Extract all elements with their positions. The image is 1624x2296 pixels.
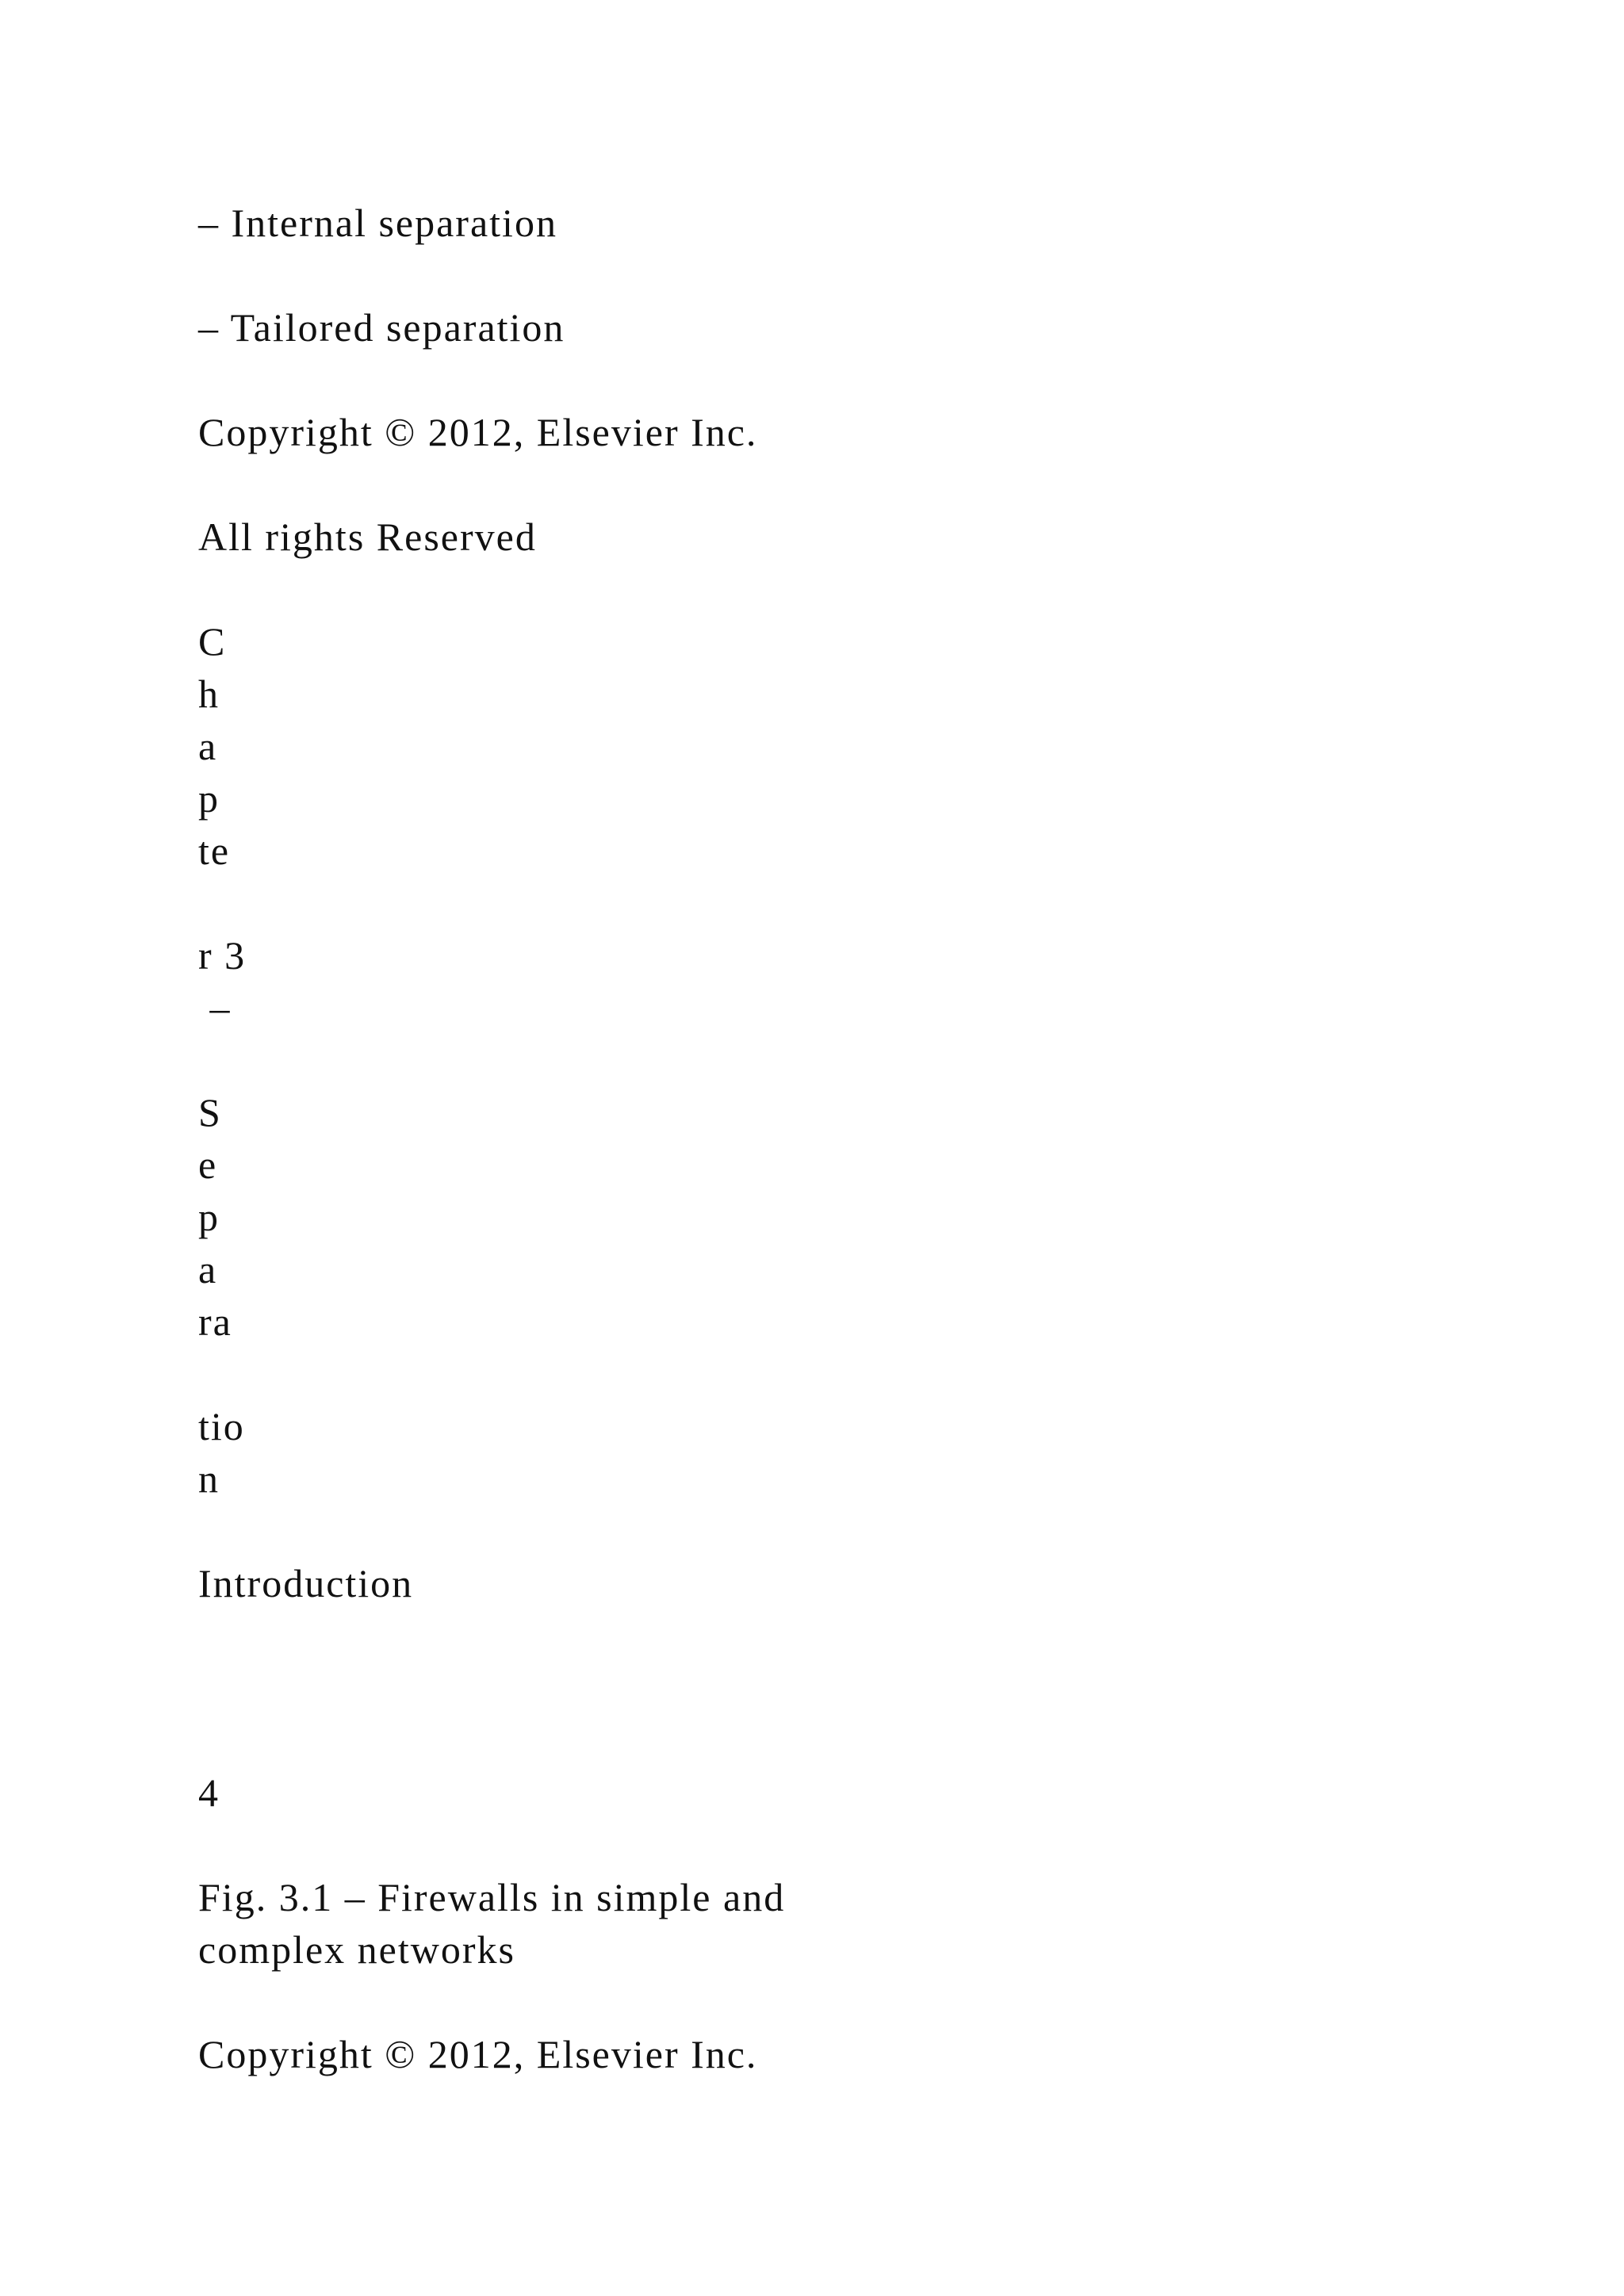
page-number: 4 [198, 1770, 220, 1815]
vertical-title-fragment: a [198, 724, 218, 768]
vertical-title-fragment: n [198, 1456, 220, 1501]
vertical-title-fragment: e [198, 1142, 218, 1187]
figure-caption: Fig. 3.1 – Firewalls in simple and [198, 1875, 786, 1919]
vertical-title-fragment: te [198, 828, 231, 873]
rights-reserved: All rights Reserved [198, 515, 537, 559]
figure-caption: complex networks [198, 1927, 515, 1972]
vertical-title-fragment: tio [198, 1404, 245, 1448]
vertical-title-fragment: – [198, 985, 232, 1030]
copyright-notice: Copyright © 2012, Elsevier Inc. [198, 410, 758, 454]
vertical-title-fragment: p [198, 776, 220, 821]
vertical-title-fragment: S [198, 1090, 222, 1135]
vertical-title-fragment: p [198, 1195, 220, 1239]
vertical-title-fragment: C [198, 619, 227, 664]
copyright-notice: Copyright © 2012, Elsevier Inc. [198, 2032, 758, 2076]
bullet-tailored-separation: – Tailored separation [198, 305, 565, 350]
vertical-title-fragment: ra [198, 1299, 232, 1344]
vertical-title-fragment: a [198, 1247, 218, 1292]
section-heading-introduction: Introduction [198, 1561, 414, 1605]
vertical-title-fragment: r 3 [198, 933, 247, 978]
bullet-internal-separation: – Internal separation [198, 201, 557, 245]
vertical-title-fragment: h [198, 672, 220, 716]
